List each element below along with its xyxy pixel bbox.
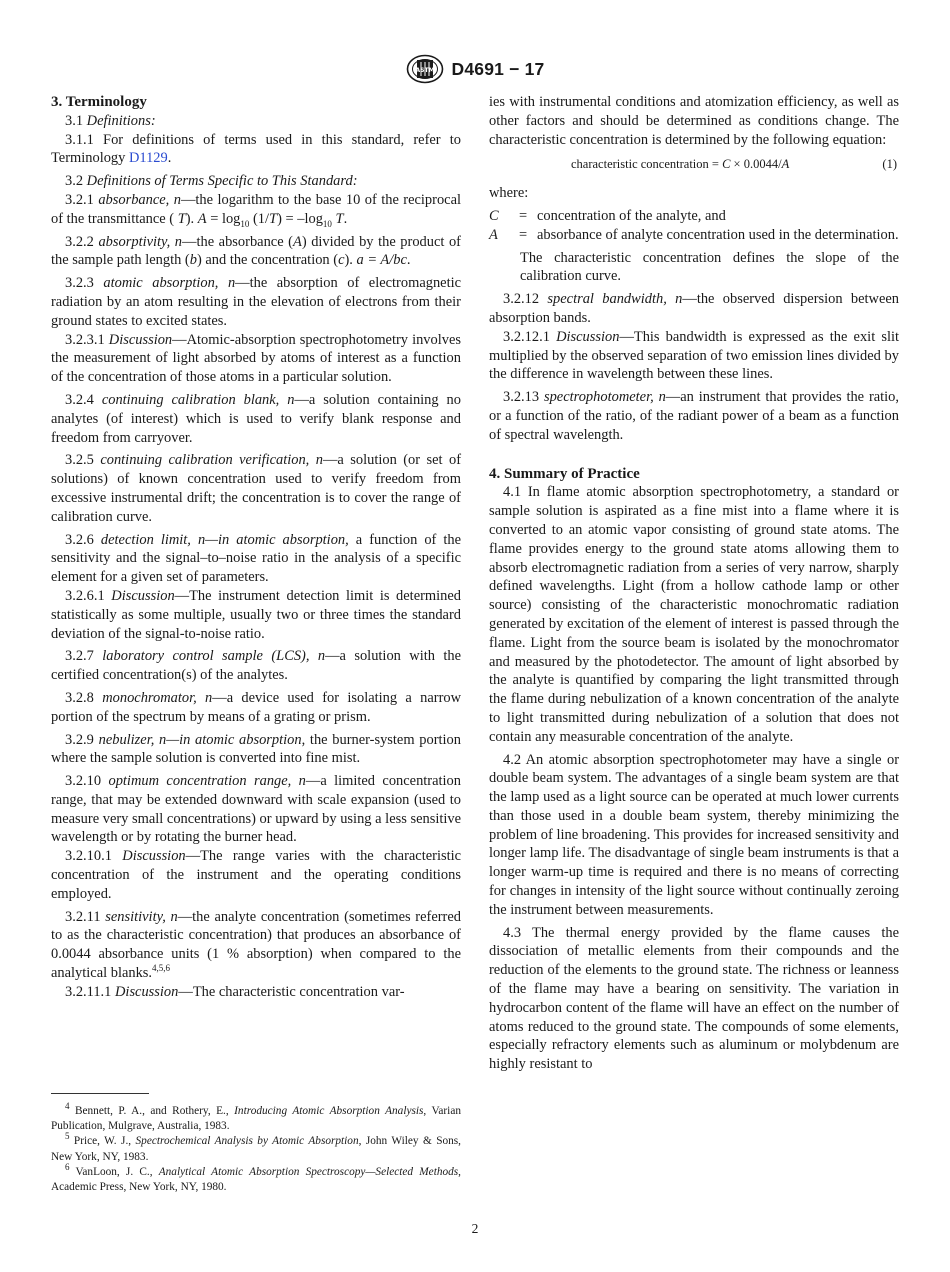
- para-3-1-1: 3.1.1 For definitions of terms used in this standard, refer to Terminology D1129.: [51, 131, 461, 167]
- para-4-2: 4.2 An atomic absorption spectrophotometer may have a single or double beam system. The advantages of a single beam system are that the lamp used as a light source can be operated at much lower currents than those used in a double beam system, thereby minimizing the problem of line broadening. This provides for increased sensitivity and longer lamp life. The disadvantage of single beam instruments is that a longer warm-up time is required and there is no means of correcting for changes in intensity of the light source without continually zeroing the instrument between measurements.: [489, 751, 899, 918]
- para-3-2-4: 3.2.4 continuing calibration blank, n—a solution containing no analytes (of interest) which is used to verify blank response and freedom from carryover.: [51, 391, 461, 446]
- para-4-3: 4.3 The thermal energy provided by the flame causes the dissociation of metallic elements from their compounds and the reduction of the elements to the ground state. The richness or leanness of the flame may have a bearing on sensitivity. The variation in hydrocarbon content of the flame will have an effect on the number of atoms reduced to the ground state. The compounds of some elements, especially refractory elements such as aluminum or molybdenum are highly resistant to: [489, 924, 899, 1073]
- para-3-2-12-1: 3.2.12.1 Discussion—This bandwidth is expressed as the exit slit multiplied by the observed separation of two emission lines divided by the difference in wavelength between these lines.: [489, 328, 899, 383]
- para-3-2-5: 3.2.5 continuing calibration verification, n—a solution (or set of solutions) of known concentration used to verify freedom from excessive instrumental drift; the concentration is to cover the range of calibration curve.: [51, 452, 462, 525]
- svg-text:ASTM: ASTM: [414, 67, 435, 74]
- para-3-2-9: 3.2.9 nebulizer, n—in atomic absorption, the burner-system portion where the sample solution is converted into fine mist.: [51, 731, 461, 767]
- left-column: [51, 93, 461, 1002]
- where-label: where:: [489, 185, 529, 202]
- equation-body: characteristic concentration = C × 0.0044/A: [571, 157, 790, 172]
- para-3-2: 3.2 Definitions of Terms Specific to This Standard:: [65, 173, 358, 190]
- page-number: 2: [471, 1221, 479, 1236]
- para-3-2-3: 3.2.3 atomic absorption, n—the absorption of electromagnetic radiation by an atom resulting in the elevation of electrons from their ground states to excited states.: [51, 275, 461, 329]
- para-3-2-10: 3.2.10 optimum concentration range, n—a limited concentration range, that may be extended downward with scale expansion (used to measure very small concentrations) or upward by using a less sensitive wavelength or by rotating the burner head.: [51, 773, 461, 846]
- right-column: [489, 93, 899, 1074]
- para-3-2-1: 3.2.1 absorbance, n—the logarithm to the base 10 of the reciprocal of the transmittance ( T). $A = \log_{10} (1/T) = -\log_{10}$ T.: [51, 191, 461, 229]
- section-4-heading: 4. Summary of Practice: [489, 465, 640, 482]
- section-3-heading: 3. Terminology: [51, 94, 147, 110]
- para-3-2-11-1-continued: ies with instrumental conditions and atomization efficiency, as well as other factors and should be determined as conditions change. The characteristic concentration is determined by the following equation:: [489, 94, 899, 148]
- para-3-2-2: 3.2.2 absorptivity, n—the absorbance (A) divided by the product of the sample path length (b) and the concentration (c). a = A/bc.: [51, 233, 461, 269]
- document-id: D4691 − 17: [451, 58, 545, 79]
- para-3-2-11-1: 3.2.11.1 Discussion—The characteristic concentration var-: [65, 983, 405, 1000]
- para-3-2-11: 3.2.11 sensitivity, n—the analyte concentration (sometimes referred to as the characteristic concentration) that produces an absorbance of 0.0044 absorbance units (1 % absorption) when compared to the analytical blanks.$^{4,5,6}$: [51, 908, 461, 982]
- footnote-divider: [51, 1093, 149, 1094]
- para-3-1: 3.1 Definitions:: [65, 112, 156, 129]
- para-3-2-8: 3.2.8 monochromator, n—a device used for isolating a narrow portion of the spectrum by means of a grating or prism.: [51, 689, 462, 725]
- definition-A: A = absorbance of analyte concentration used in the determination.: [489, 226, 899, 243]
- para-3-2-13: 3.2.13 spectrophotometer, n—an instrument that provides the ratio, or a function of the ratio, of the radiant power of a beam as a function of spectral wavelength.: [489, 389, 900, 443]
- definition-C: C = concentration of the analyte, and: [489, 207, 726, 224]
- equation-1: [489, 155, 899, 174]
- page-header: [0, 54, 950, 84]
- para-3-2-10-1: 3.2.10.1 Discussion—The range varies with the characteristic concentration of the instrument and the operating conditions employed.: [51, 848, 462, 902]
- astm-logo-icon: [406, 54, 444, 84]
- footnote-ref: 4,5,6: [152, 963, 171, 974]
- footnote-6: $^6$ VanLoon, J. C., Analytical Atomic Absorption Spectroscopy—Selected Methods, Academic Press, New York, NY, 1980.: [51, 1162, 461, 1194]
- equation-number: (1): [882, 157, 897, 172]
- para-4-1: 4.1 In flame atomic absorption spectrophotometry, a standard or sample solution is aspirated as a fine mist into a flame where it is converted to an atomic vapor consisting of ground state atoms. The flame provides energy to the ground state atoms allowing them to absorb electromagnetic radiation from a series of very narrow, sharply defined wavelengths. Light (from a hollow cathode lamp or other source) consisting of the characteristic monochromatic radiation generated by excitation of the element of interest is passed through the flame. Light from the source beam is isolated by the monochromator and measured by the photodetector. The amount of light absorbed by the analyte is quantified by comparing the light transmitted through the flame during nebulization of a known concentration of the analyte to light transmitted during nebulization of a solution that does not contain any measurable concentration of the analyte.: [489, 484, 899, 745]
- footnote-5: $^5$ Price, W. J., Spectrochemical Analysis by Atomic Absorption, John Wiley & Sons, New York, NY, 1983.: [51, 1131, 461, 1163]
- para-3-2-3-1: 3.2.3.1 Discussion—Atomic-absorption spectrophotometry involves the measurement of light absorbed by atoms of interest as a function of the concentration of those atoms in a particular solution.: [51, 331, 461, 386]
- footnote-4: $^4$ Bennett, P. A., and Rothery, E., Introducing Atomic Absorption Analysis, Varian Publication, Mulgrave, Australia, 1983.: [51, 1101, 461, 1133]
- slope-note: The characteristic concentration defines the slope of the calibration curve.: [520, 249, 899, 285]
- para-3-2-12: 3.2.12 spectral bandwidth, n—the observed dispersion between absorption bands.: [489, 291, 899, 326]
- d1129-link[interactable]: D1129: [128, 150, 168, 167]
- para-3-2-6-1: 3.2.6.1 Discussion—The instrument detection limit is determined statistically as some multiple, usually two or three times the standard deviation of the signal-to-noise ratio.: [51, 587, 461, 642]
- footnotes: [51, 1101, 461, 1195]
- para-3-2-6: 3.2.6 detection limit, n—in atomic absorption, a function of the sensitivity and the signal–to–noise ratio in the analysis of a specific element for a given set of parameters.: [51, 531, 462, 586]
- para-3-2-7: 3.2.7 laboratory control sample (LCS), n—a solution with the certified concentration(s) of the analytes.: [51, 648, 462, 684]
